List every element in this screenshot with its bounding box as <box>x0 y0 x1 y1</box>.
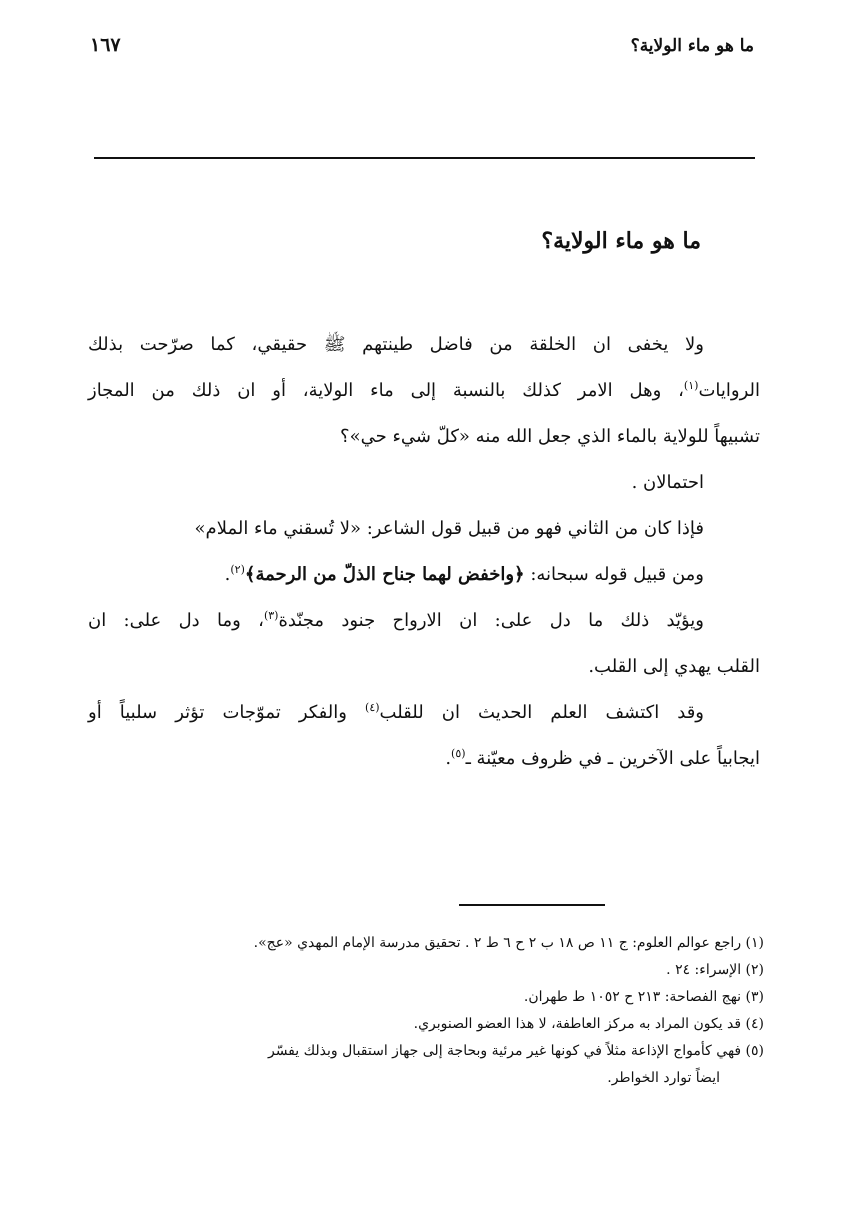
paragraph-2: احتمالان . <box>631 472 704 493</box>
footnote-ref-1: (١) <box>683 379 699 392</box>
text-fragment: ويؤيّد ذلك ما دل على: ان الارواح جنود مجنّدة <box>278 610 704 631</box>
quran-quote: ﴿واخفض لهما جناح الذلّ من الرحمة﴾ <box>244 564 525 585</box>
text-fragment: ، وما دل على: ان <box>88 610 264 631</box>
text-fragment: ايجابياً على الآخرين ـ في ظروف معيّنة ـ <box>465 748 760 769</box>
text-fragment: والفكر تموّجات تؤثر سلبياً أو <box>88 702 366 723</box>
paragraph-4 <box>88 552 760 598</box>
footnote-4: (٤) قد يكون المراد به مركز العاطفة، لا هذا العضو الصنوبري. <box>413 1016 764 1032</box>
footnote-5-line-2: ايضاً توارد الخواطر. <box>607 1070 720 1086</box>
header-divider <box>94 157 755 159</box>
running-title: ما هو ماء الولاية؟ <box>630 36 754 56</box>
paragraph-5-line-2: القلب يهدي إلى القلب. <box>588 656 760 677</box>
paragraph-6-line-1 <box>88 690 760 736</box>
paragraph-1-line-1: ولا يخفى ان الخلقة من فاضل طينتهم ﷺ حقيقي، كما صرّحت بذلك <box>88 334 704 355</box>
footnote-ref-2: (٢) <box>230 563 245 576</box>
text-fragment: وقد اكتشف العلم الحديث ان للقلب <box>379 702 704 723</box>
page-number: ١٦٧ <box>90 34 121 56</box>
body-text <box>88 322 760 782</box>
footnote-ref-3: (٣) <box>263 609 279 622</box>
footnotes <box>90 930 764 1092</box>
paragraph-1-line-3: تشبيهاً للولاية بالماء الذي جعل الله منه «كلّ شيء حي»؟ <box>340 426 760 447</box>
section-title: ما هو ماء الولاية؟ <box>541 228 701 254</box>
footnote-1: (١) راجع عوالم العلوم: ج ١١ ص ١٨ ب ٢ ح ٦ ط ٢ . تحقيق مدرسة الإمام المهدي «عج». <box>253 935 764 951</box>
footnote-5-line-1: (٥) فهي كأمواج الإذاعة مثلاً في كونها غير مرئية وبحاجة إلى جهاز استقبال وبذلك يفسّر <box>267 1043 764 1059</box>
footnote-ref-4: (٤) <box>365 701 380 714</box>
running-header <box>90 34 754 64</box>
text-fragment: ، وهل الامر كذلك بالنسبة إلى ماء الولاية، أو ان ذلك من المجاز <box>88 380 684 401</box>
paragraph-3: فإذا كان من الثاني فهو من قبيل قول الشاعر: «لا تُسقني ماء الملام» <box>194 518 704 539</box>
footnote-ref-5: (٥) <box>451 747 466 760</box>
paragraph-6-line-2 <box>88 736 760 782</box>
text-fragment: . <box>224 564 231 585</box>
text-fragment: ومن قبيل قوله سبحانه: <box>524 564 704 585</box>
footnote-3: (٣) نهج الفصاحة: ٢١٣ ح ١٠٥٢ ط طهران. <box>523 989 764 1005</box>
paragraph-1-line-2 <box>88 368 760 414</box>
footnote-divider <box>459 904 605 906</box>
text-fragment: الروايات <box>698 380 760 401</box>
footnote-2: (٢) الإسراء: ٢٤ . <box>666 962 764 978</box>
text-fragment: . <box>445 748 452 769</box>
paragraph-5-line-1 <box>88 598 760 644</box>
